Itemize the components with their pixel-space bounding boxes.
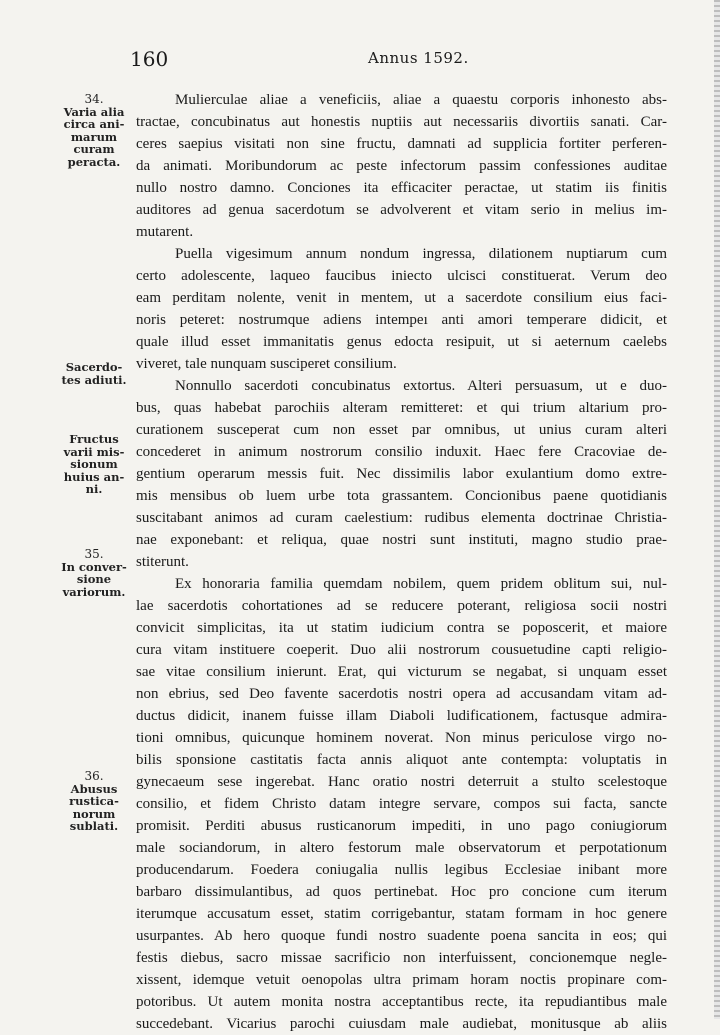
- text-line: ceres saepius visitati non sine fructu, damnati ad supplicia fortiter perferen-: [136, 136, 667, 152]
- text-line: tioni omnibus, quicunque hominem noverat. Non minus periculose virgo no-: [136, 730, 667, 746]
- text-line: mutarent.: [136, 224, 194, 240]
- text-line: sae vitae consilium inierunt. Erat, qui victurum se negabat, si unquam esset: [136, 664, 667, 680]
- margin-note-text: Varia alia circa ani- marum curam peracta.: [63, 104, 125, 169]
- text-line: convicit simplicitas, ita ut statim iudicium contra se poposcerit, et maiore: [136, 620, 667, 636]
- text-line: consilio, et fidem Christo datam integre servare, compos sui facta, sancte: [136, 796, 667, 812]
- text-line: noris peteret: nostrumque adiens intempeı anti amori temperare didicit, et: [136, 312, 667, 328]
- margin-note-36: [56, 770, 132, 833]
- text-line: auditores ad genua sacerdotum se advolverent et vitam serio in melius im-: [136, 202, 667, 218]
- text-line: Ex honoraria familia quemdam nobilem, quem pridem oblitum sui, nul-: [175, 576, 667, 592]
- margin-note-34: [56, 93, 132, 168]
- text-line: suscitabant animos ad curam caelestium: rudibus elementa doctrinae Christia-: [136, 510, 667, 526]
- page-number: 160: [130, 47, 169, 71]
- text-line: male sociandorum, in altero festorum male observatorum et perpotationum: [136, 840, 667, 856]
- margin-note-35: [56, 548, 132, 598]
- margin-note-text: Fructus varii mis- sionum huius an- ni.: [63, 432, 125, 496]
- text-line: iterumque accusatum esset, statim corrigebantur, statam formam in hoc genere: [136, 906, 667, 922]
- text-line: mis mensibus ob luem urbe tota grassantem. Concionibus paene quotidianis: [136, 488, 667, 504]
- text-line: quale illud esset immanitatis genus edocta resipuit, ut si aeternum caelebs: [136, 334, 667, 350]
- margin-note-text: Sacerdo- tes adiuti.: [61, 360, 127, 387]
- margin-note-sacerdotes: [56, 361, 132, 386]
- text-line: certo adolescente, laqueo faucibus iniecto ulcisci constituerat. Verum deo: [136, 268, 667, 284]
- text-line: eam perditam nolente, venit in mentem, ut a sacerdote consilium eius faci-: [136, 290, 667, 306]
- page-edge-scan-border: [714, 0, 720, 1019]
- text-line: promisit. Perditi abusus rusticanorum impediti, in uno pago coniugiorum: [136, 818, 667, 834]
- text-line: cura vitam instituere coeperit. Duo alii nostrorum cousuetudine capti religio-: [136, 642, 667, 658]
- margin-note-text: Abusus rustica- norum sublati.: [69, 781, 119, 833]
- running-head: Annus 1592.: [368, 49, 469, 67]
- text-line: tractae, concubinatus aut honestis nuptiis aut necessariis divortiis sanati. Car-: [136, 114, 667, 130]
- text-line: non ebrius, sed Deo favente sacerdotis nostri opera ad accusandam vitam ad-: [136, 686, 667, 702]
- text-line: potoribus. Ut autem monita nostra acceptantibus recte, ita repudiantibus male: [136, 994, 667, 1010]
- margin-note-fructus: [56, 433, 132, 496]
- text-line: Mulierculae aliae a veneficiis, aliae a quaestu corporis inhonesto abs-: [175, 92, 667, 108]
- text-line: succedebant. Vicarius parochi cuiusdam male audiebat, monitusque ab aliis: [136, 1016, 667, 1032]
- text-line: festis diebus, sacro missae sacrificio non interfuissent, concionemque negle-: [136, 950, 667, 966]
- text-line: gentium operarum messis fuit. Nec dissimilis labor exulantium domo extre-: [136, 466, 667, 482]
- text-line: barbaro dissimulantibus, ad quos pertinebat. Hoc pro concione cum iterum: [136, 884, 667, 900]
- text-line: Puella vigesimum annum nondum ingressa, dilationem nuptiarum cum: [175, 246, 667, 262]
- margin-note-number: 34.: [84, 92, 104, 106]
- text-line: producendarum. Foedera coniugalia nullis legibus Ecclesiae inibant more: [136, 862, 667, 878]
- text-line: da animati. Moribundorum ac peste infectorum passim confessiones auditae: [136, 158, 667, 174]
- margin-note-text: In conver- sione variorum.: [61, 559, 127, 599]
- text-line: bus, quas habebat parochiis alteram remitteret: et qui trium altarium pro-: [136, 400, 667, 416]
- text-line: ductus didicit, inanem fuisse illam Diaboli ludificationem, factusque admira-: [136, 708, 667, 724]
- text-line: stiterunt.: [136, 554, 189, 570]
- text-line: nae exponebant: et reliqua, quae nostri sunt instituti, magno studio prae-: [136, 532, 667, 548]
- margin-note-number: 35.: [84, 547, 104, 561]
- text-line: curationem susceperat cum non esset par omnibus, ut unius curam alteri: [136, 422, 667, 438]
- text-line: concederet in animum nostrorum consilio induxit. Haec fere Cracoviae de-: [136, 444, 667, 460]
- text-line: xissent, idemque vetuit oenopolas ultra primam horam noctis propinare com-: [136, 972, 667, 988]
- text-line: usurpantes. Ab hero quoque fundi nostro suadente poena sancita in eos; qui: [136, 928, 667, 944]
- text-line: lae sacerdotis cohortationes ad se reducere poterant, religiosa socii nostri: [136, 598, 667, 614]
- text-line: nullo nostro damno. Conciones ita efficaciter peractae, ut statim iis finitis: [136, 180, 667, 196]
- text-line: viveret, tale nunquam susciperet consilium.: [136, 356, 397, 372]
- margin-note-number: 36.: [84, 769, 104, 783]
- text-line: gynecaeum sese ingerebat. Hanc oratio nostri deterruit a stulto scelestoque: [136, 774, 667, 790]
- text-line: bilis sponsione castitatis facta annis aliquot ante contempta: voluptatis in: [136, 752, 667, 768]
- text-line: Nonnullo sacerdoti concubinatus extortus. Alteri persuasum, ut e duo-: [175, 378, 667, 394]
